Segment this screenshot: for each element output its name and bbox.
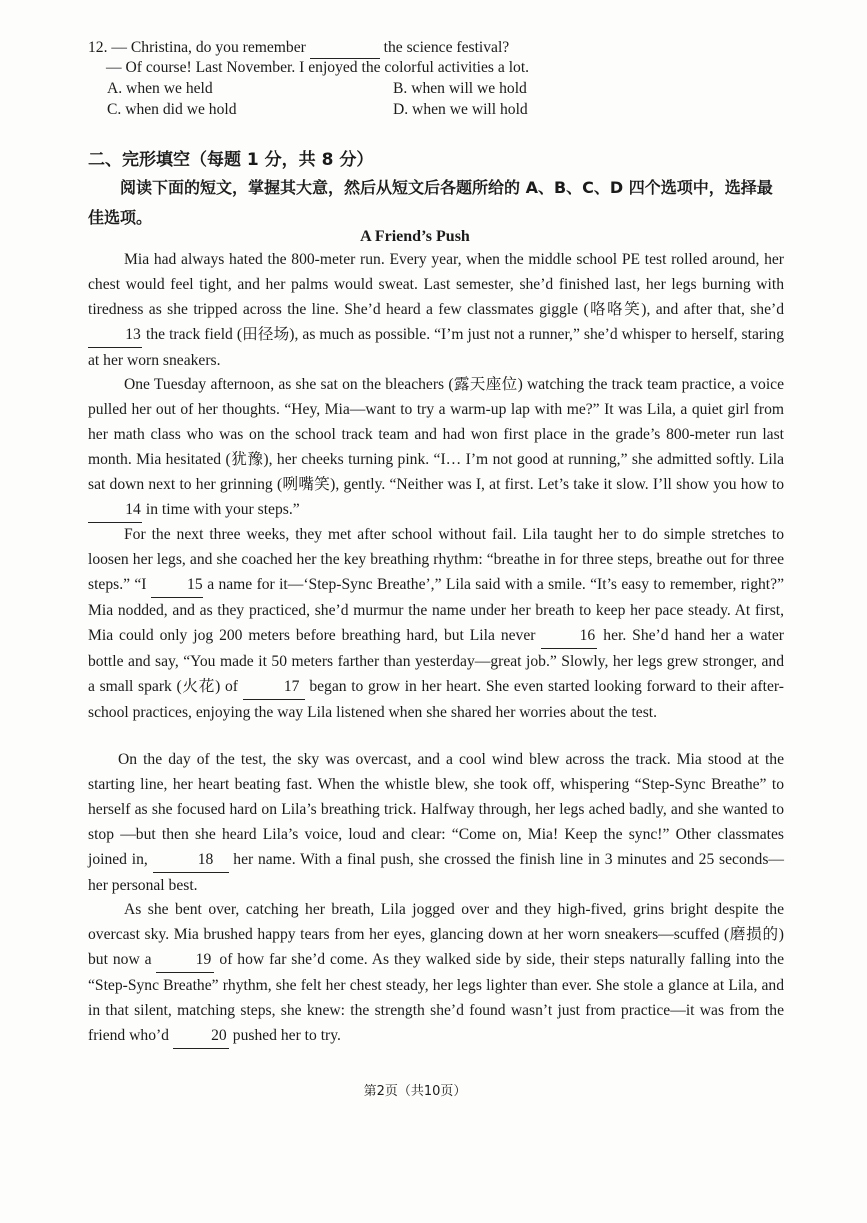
answer-blank-19[interactable]: 19 bbox=[156, 947, 214, 973]
answer-blank-12[interactable] bbox=[310, 38, 380, 59]
paragraph-4 bbox=[88, 747, 784, 898]
answer-blank-17[interactable]: 17 bbox=[243, 674, 305, 700]
option-a[interactable]: A. when we held bbox=[107, 80, 213, 97]
answer-blank-14[interactable]: 14 bbox=[88, 497, 142, 523]
question-12-line-2: — Of course! Last November. I enjoyed the colorful activities a lot. bbox=[106, 59, 530, 76]
passage-title: A Friend’s Push bbox=[360, 228, 470, 245]
paragraph-3-text-d: began to grow in her heart. She even started looking forward to their after-school practices, enjoying the way Lila listened when she shared her worries about the test. bbox=[88, 678, 784, 721]
paragraph-1 bbox=[88, 247, 784, 373]
paragraph-1-text-a: Mia had always hated the 800-meter run. Every year, when the middle school PE test rolled around, her chest would feel tight, and her palms would sweat. Last semester, she’d finished last, her legs burning with tiredness as she tripped across the line. She’d heard a few classmates giggle (咯咯笑), and after that, she’d bbox=[88, 251, 784, 318]
paragraph-3-text-b: a name for it—‘Step-Sync Breathe’,” Lila said with a smile. “It’s easy to remember, right?” Mia nodded, and as they practiced, she’d murmur the name under her breath to keep her pace steady. At first, Mia could only jog 200 meters before breathing hard, but Lila never bbox=[88, 576, 784, 644]
paragraph-3-text-c: her. She’d hand her a water bottle and say, “You made it 50 meters farther than yesterday—great job.” Slowly, her legs grew stronger, and a small spark (火花) of bbox=[88, 627, 784, 695]
answer-blank-18[interactable]: 18 bbox=[153, 847, 229, 873]
paragraph-2-text-b: in time with your steps.” bbox=[145, 501, 300, 518]
question-12-prompt: 12. — Christina, do you remember bbox=[88, 39, 306, 56]
option-b[interactable]: B. when will we hold bbox=[393, 80, 527, 97]
option-c[interactable]: C. when did we hold bbox=[107, 101, 237, 118]
page-number: 第2页（共10页） bbox=[363, 1084, 467, 1099]
paragraph-2 bbox=[88, 372, 784, 523]
paragraph-5-text-a: As she bent over, catching her breath, Lila jogged over and they high-fived, grins bright despite the overcast sky. Mia brushed happy tears from her eyes, glancing down at her worn sneakers—scuffed (磨损的) but now a bbox=[88, 901, 784, 968]
question-12-line-1 bbox=[88, 38, 509, 59]
section-heading: 二、完形填空（每题 1 分，共 8 分） bbox=[88, 150, 374, 170]
paragraph-1-text-b: the track field (田径场), as much as possible. “I’m just not a runner,” she’d whisper to herself, staring at her worn sneakers. bbox=[88, 326, 784, 369]
answer-blank-15[interactable]: 15 bbox=[151, 572, 203, 598]
paragraph-5-text-b: of how far she’d come. As they walked side by side, their steps naturally falling into the “Step-Sync Breathe” rhythm, she felt her chest steady, her legs lighter than ever. She stole a glance at Lila, and in that silent, matching steps, she knew: the strength she’d found wasn’t just from practice—it was from the friend who’d bbox=[88, 951, 784, 1044]
option-d[interactable]: D. when we will hold bbox=[393, 101, 528, 118]
paragraph-5-text-c: pushed her to try. bbox=[232, 1027, 341, 1044]
paragraph-3-text-a: For the next three weeks, they met after school without fail. Lila taught her to do simple stretches to loosen her legs, and she coached her the key breathing rhythm: “breathe in for three steps, breathe out for three steps.” “I bbox=[88, 526, 784, 593]
answer-blank-16[interactable]: 16 bbox=[541, 623, 597, 649]
question-12-prompt-end: the science festival? bbox=[383, 39, 510, 56]
paragraph-5 bbox=[88, 897, 784, 1049]
answer-blank-20[interactable]: 20 bbox=[173, 1023, 229, 1049]
paragraph-4-text-b: her name. With a final push, she crossed the finish line in 3 minutes and 25 seconds—her personal best. bbox=[88, 851, 784, 894]
section-instructions: 阅读下面的短文，掌握其大意，然后从短文后各题所给的 A、B、C、D 四个选项中，选择最佳选项。 bbox=[88, 178, 773, 227]
answer-blank-13[interactable]: 13 bbox=[88, 322, 142, 348]
paragraph-4-text-a: On the day of the test, the sky was overcast, and a cool wind blew across the track. Mia stood at the starting line, her heart beating fast. When the whistle blew, she took off, whispering “Step-Sync Breathe” to herself as she focused hard on Lila’s breathing trick. Halfway through, her legs ached badly, and she wanted to stop —but then she heard Lila’s voice, loud and clear: “Come on, Mia! Keep the sync!” Other classmates joined in, bbox=[88, 751, 784, 868]
paragraph-2-text-a: One Tuesday afternoon, as she sat on the bleachers (露天座位) watching the track team practice, a voice pulled her out of her thoughts. “Hey, Mia—want to try a warm-up lap with me?” It was Lila, a quiet girl from her math class who was on the school track team and had won first place in the grade’s 800-meter run last month. Mia hesitated (犹豫), her cheeks turning pink. “I… I’m not good at running,” she admitted softly. Lila sat down next to her grinning (咧嘴笑), gently. “Neither was I, at first. Let’s take it slow. I’ll show you how to bbox=[88, 376, 784, 493]
paragraph-3 bbox=[88, 522, 784, 725]
